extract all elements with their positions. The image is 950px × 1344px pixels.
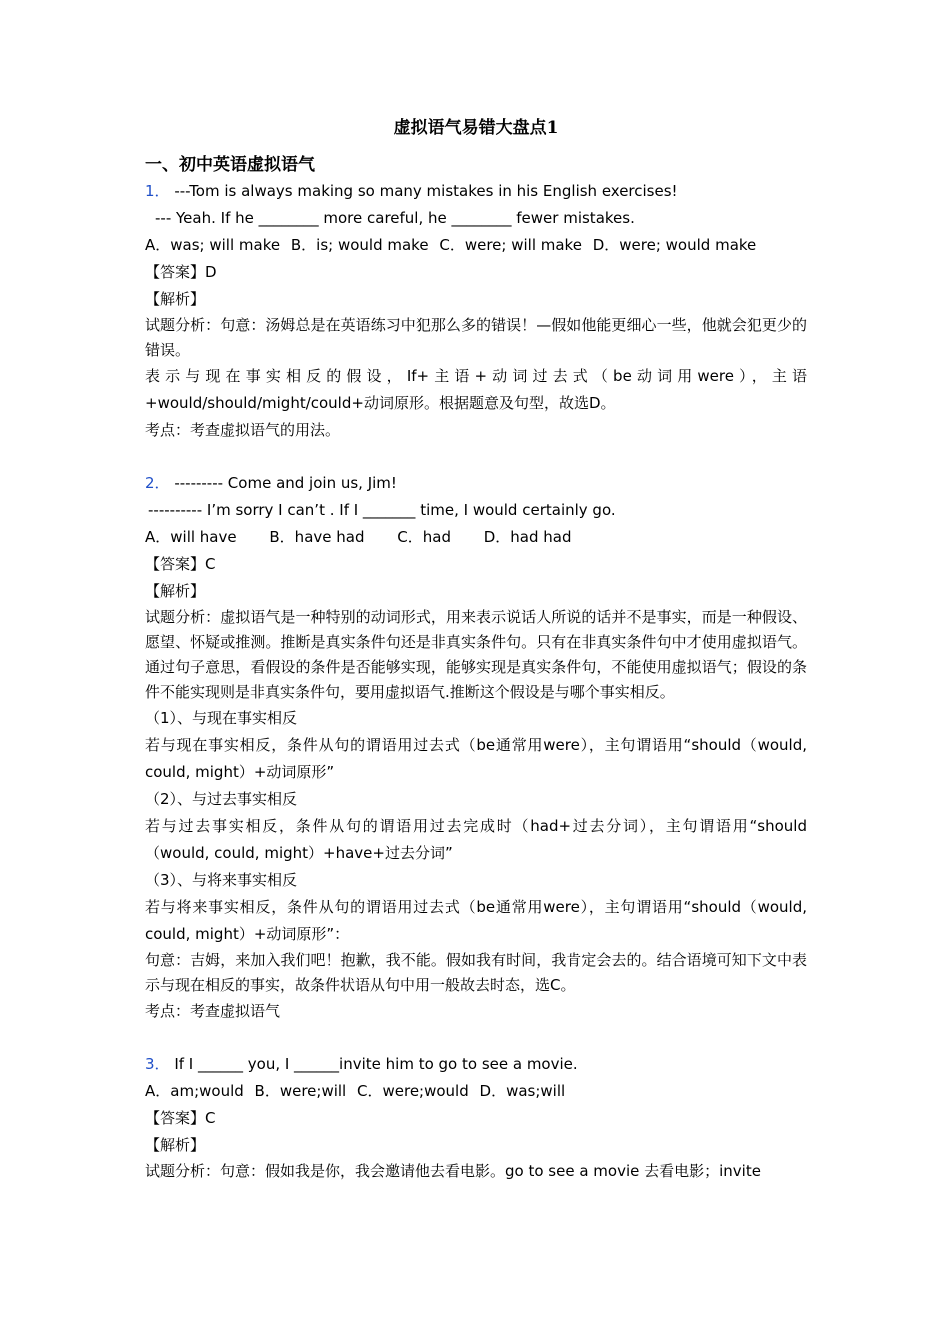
document-title: 虚拟语气易错大盘点1 (393, 118, 559, 138)
option-c: C．had (397, 528, 451, 546)
option-a: A．will have (145, 528, 237, 546)
analysis-paragraph: 试题分析：虚拟语气是一种特别的动词形式，用来表示说话人所说的话并不是事实，而是一种假设、愿望、怀疑或推测。推断是真实条件句还是非真实条件句。只有在非真实条件句中才使用虚拟语气。通过句子意思，看假设的条件是否能够实现，能够实现是真实条件句，不能使用虚拟语气；假设的条件不能实现则是非真实条件句，要用虚拟语气.推断这个假设是与哪个事实相反。 (145, 608, 807, 701)
analysis-paragraph: 试题分析：句意：汤姆总是在英语练习中犯那么多的错误！—假如他能更细心一些，他就会犯更少的错误。 (145, 316, 807, 359)
answer: 【答案】C (145, 555, 216, 573)
option-b: B．were;will (254, 1082, 347, 1100)
option-a: A．am;would (145, 1082, 244, 1100)
answer: 【答案】D (145, 263, 217, 281)
question-text: ---Tom is always making so many mistakes in his English exercises! (174, 182, 678, 200)
option-d: D．was;will (479, 1082, 566, 1100)
option-c: C．were; will make (439, 236, 582, 254)
analysis-paragraph: 试题分析：句意：假如我是你，我会邀请他去看电影。go to see a movie 去看电影；invite (145, 1162, 761, 1180)
options-row (145, 232, 807, 259)
analysis-paragraph: 若与将来事实相反，条件从句的谓语用过去式（be通常用were），主句谓语用“should（would, could, might）+动词原形”： (145, 898, 807, 943)
analysis-paragraph: 表示与现在事实相反的假设，If+主语+动词过去式（be动词用were），主语+would/should/might/could+动词原形。根据题意及句型，故选D。 (145, 367, 807, 412)
options-row (145, 524, 807, 551)
question-text: If I ______ you, I ______invite him to go to see a movie. (174, 1055, 578, 1073)
analysis-paragraph: 考点：考查虚拟语气 (145, 1002, 281, 1020)
question-2 (145, 470, 807, 1025)
section-heading: 一、初中英语虚拟语气 (145, 155, 315, 175)
analysis-paragraph: （2）、与过去事实相反 (145, 790, 298, 808)
analysis-label: 【解析】 (145, 290, 206, 308)
question-text: --------- Come and join us, Jim! (174, 474, 397, 492)
question-stem-line: --- Yeah. If he ________ more careful, he ________ fewer mistakes. (155, 209, 635, 227)
option-a: A．was; will make (145, 236, 281, 254)
question-3 (145, 1051, 807, 1184)
analysis-paragraph: 句意：吉姆，来加入我们吧！抱歉，我不能。假如我有时间，我肯定会去的。结合语境可知下文中表示与现在相反的事实，故条件状语从句中用一般故去时态，选C。 (145, 951, 807, 994)
option-b: B．is; would make (290, 236, 429, 254)
spacer (145, 444, 807, 470)
analysis-label: 【解析】 (145, 582, 206, 600)
analysis-label: 【解析】 (145, 1136, 206, 1154)
document-page (145, 110, 807, 1184)
analysis-paragraph: 若与过去事实相反，条件从句的谓语用过去完成时（had+过去分词），主句谓语用“should （would, could, might）+have+过去分词” (145, 817, 807, 862)
question-number: 1． (145, 182, 170, 200)
question-stem-line (145, 470, 807, 497)
question-number: 3． (145, 1055, 170, 1073)
question-stem-line: ---------- I’m sorry I can’t . If I _______ time, I would certainly go. (148, 501, 616, 519)
analysis-paragraph: （3）、与将来事实相反 (145, 871, 298, 889)
question-stem-line (145, 1051, 807, 1078)
analysis-paragraph: （1）、与现在事实相反 (145, 709, 298, 727)
answer: 【答案】C (145, 1109, 216, 1127)
spacer (145, 1025, 807, 1051)
analysis-paragraph: 若与现在事实相反，条件从句的谓语用过去式（be通常用were），主句谓语用“should（would, could, might）+动词原形” (145, 736, 807, 781)
question-1 (145, 178, 807, 444)
analysis-paragraph: 考点：考查虚拟语气的用法。 (145, 421, 341, 439)
option-d: D．were; would make (592, 236, 757, 254)
question-stem-line (145, 178, 807, 205)
question-number: 2． (145, 474, 170, 492)
option-d: D．had had (483, 528, 572, 546)
option-b: B．have had (269, 528, 365, 546)
options-row (145, 1078, 807, 1105)
option-c: C．were;would (357, 1082, 469, 1100)
